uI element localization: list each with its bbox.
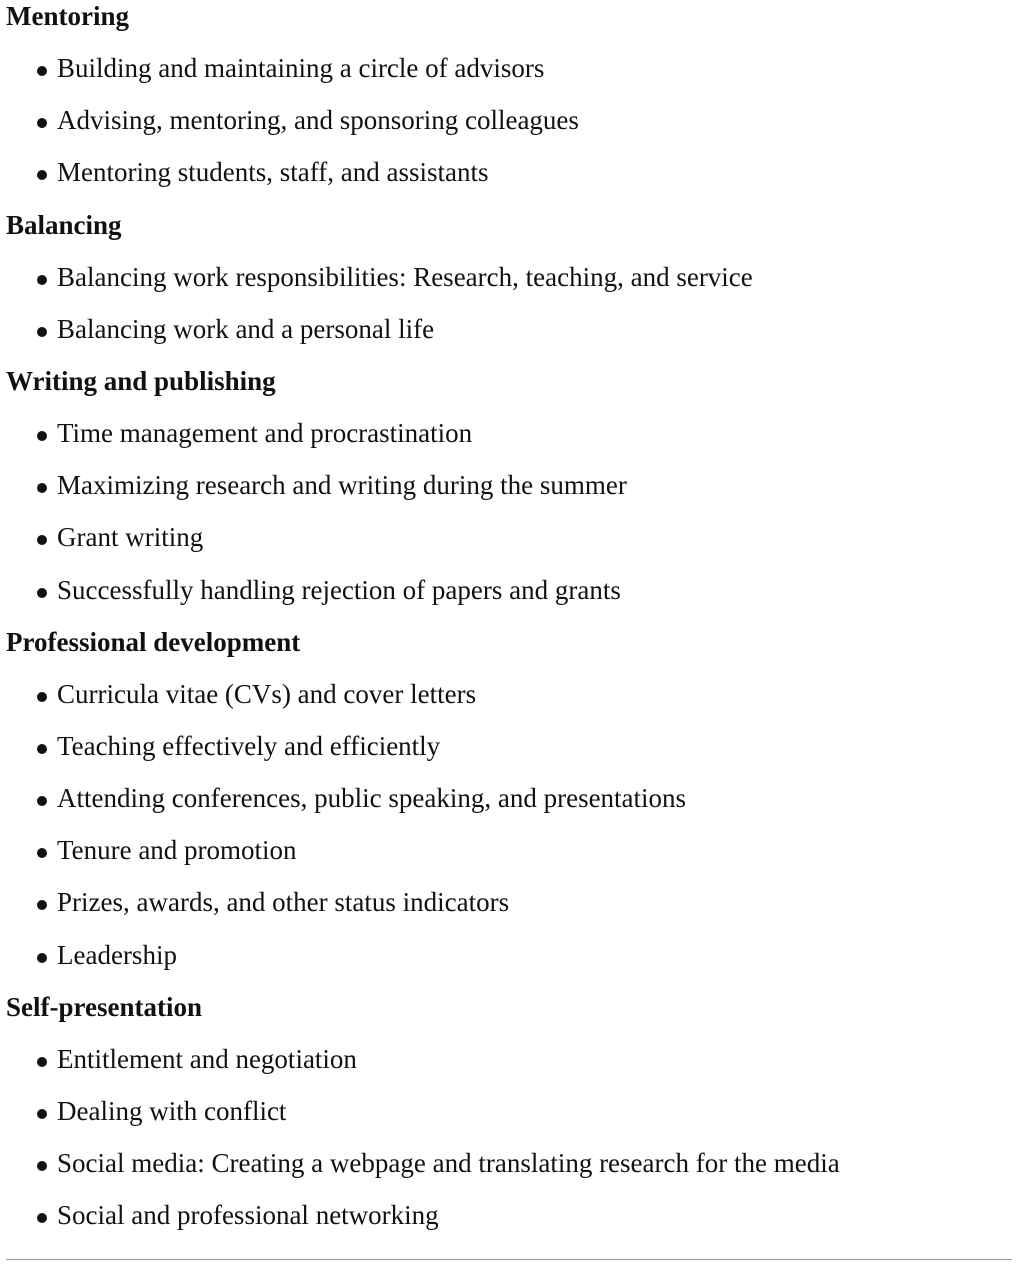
bullet-icon — [37, 66, 47, 76]
list-item — [0, 574, 1017, 626]
bullet-icon — [37, 900, 47, 910]
section-heading: Professional development — [6, 626, 301, 657]
list-item — [0, 834, 1017, 886]
section-heading: Mentoring — [6, 1, 129, 31]
bullet-icon — [37, 431, 47, 441]
bullet-icon — [37, 483, 47, 493]
list-item — [0, 1043, 1017, 1095]
section-balancing — [0, 209, 1017, 365]
bullet-icon — [37, 275, 47, 285]
list-item — [0, 886, 1017, 938]
list-item — [0, 1147, 1017, 1199]
list-item-text: Entitlement and negotiation — [57, 1043, 357, 1074]
bullet-icon — [37, 953, 47, 963]
list-item-text: Curricula vitae (CVs) and cover letters — [57, 678, 477, 709]
list-item-text: Dealing with conflict — [57, 1096, 287, 1126]
list-item-text: Balancing work and a personal life — [57, 313, 435, 344]
section-writing-and-publishing — [0, 365, 1017, 626]
list-item-text: Time management and procrastination — [57, 417, 473, 448]
bullet-icon — [37, 170, 47, 180]
list-item — [0, 52, 1017, 104]
bullet-icon — [37, 848, 47, 858]
list-item — [0, 939, 1017, 991]
list-item-text: Attending conferences, public speaking, and presentations — [57, 783, 687, 814]
section-self-presentation — [0, 991, 1017, 1252]
bullet-icon — [37, 1213, 47, 1223]
bullet-icon — [37, 118, 47, 128]
list-item — [0, 417, 1017, 469]
list-item — [0, 156, 1017, 208]
list-item-text: Social and professional networking — [57, 1200, 439, 1231]
list-item — [0, 104, 1017, 156]
bottom-divider — [6, 1259, 1012, 1260]
section-mentoring — [0, 0, 1017, 209]
bullet-icon — [37, 744, 47, 754]
list-item-text: Leadership — [57, 939, 177, 970]
bullet-icon — [37, 1057, 47, 1067]
bullet-icon — [37, 796, 47, 806]
bullet-icon — [37, 1109, 47, 1119]
list-item-text: Prizes, awards, and other status indicators — [57, 887, 510, 918]
list-item — [0, 1199, 1017, 1251]
section-heading: Writing and publishing — [6, 365, 276, 396]
list-item-text: Maximizing research and writing during the summer — [57, 470, 627, 501]
list-item-text: Building and maintaining a circle of advisors — [57, 53, 545, 83]
list-item — [0, 313, 1017, 365]
bullet-icon — [37, 692, 47, 702]
list-item — [0, 521, 1017, 573]
list-item-text: Grant writing — [57, 522, 204, 553]
bullet-icon — [37, 535, 47, 545]
bullet-icon — [37, 327, 47, 337]
list-item-text: Tenure and promotion — [57, 835, 297, 866]
list-item — [0, 782, 1017, 834]
bullet-icon — [37, 588, 47, 598]
list-item-text: Advising, mentoring, and sponsoring colleagues — [57, 105, 579, 136]
list-item — [0, 261, 1017, 313]
section-heading: Balancing — [6, 209, 122, 240]
section-heading: Self-presentation — [6, 991, 202, 1022]
list-item-text: Social media: Creating a webpage and translating research for the media — [57, 1148, 840, 1179]
list-item — [0, 678, 1017, 730]
list-item-text: Mentoring students, staff, and assistants — [57, 157, 489, 188]
section-professional-development — [0, 626, 1017, 991]
list-item-text: Successfully handling rejection of papers and grants — [57, 574, 621, 605]
list-item — [0, 469, 1017, 521]
list-item-text: Teaching effectively and efficiently — [57, 730, 441, 761]
list-item — [0, 1095, 1017, 1147]
bullet-icon — [37, 1161, 47, 1171]
list-item — [0, 730, 1017, 782]
list-item-text: Balancing work responsibilities: Research, teaching, and service — [57, 261, 753, 292]
